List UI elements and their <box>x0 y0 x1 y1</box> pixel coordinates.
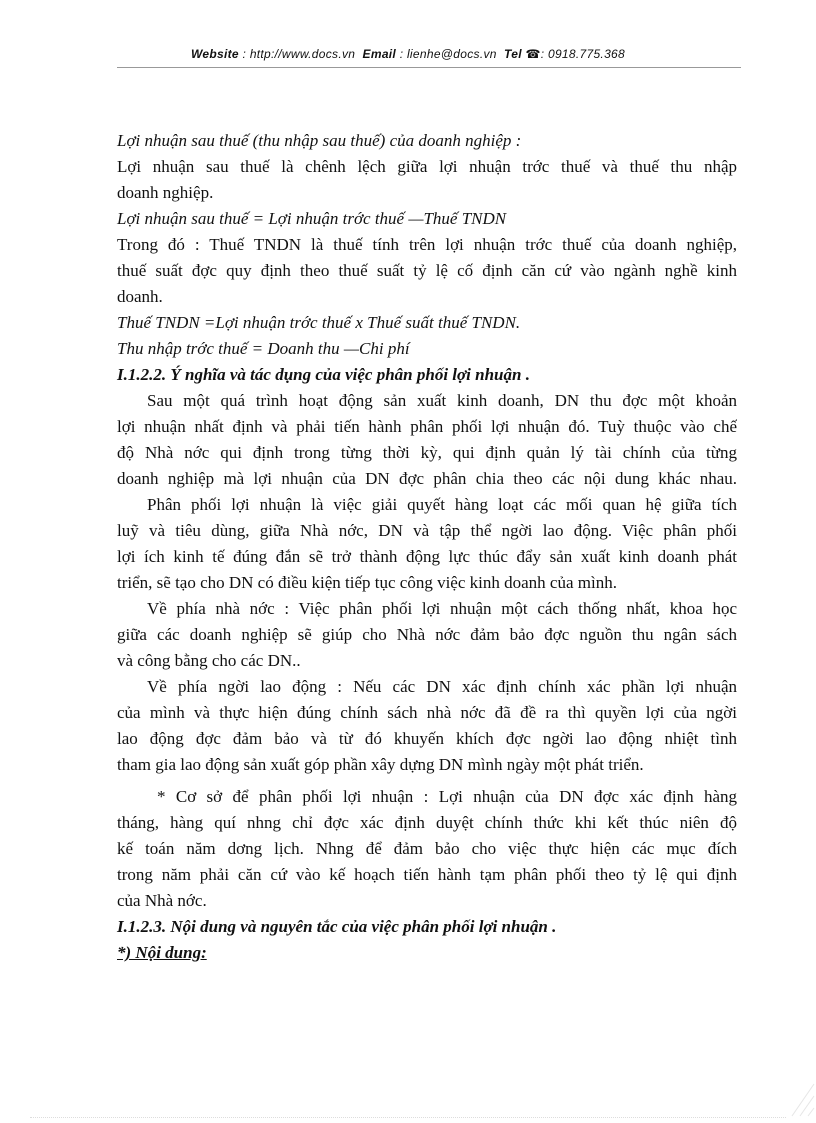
text-line: Về phía nhà nớc : Việc phân phối lợi nhuận một cách thống nhất, khoa học <box>147 599 737 618</box>
text-line: Về phía ngời lao động : Nếu các DN xác định chính xác phần lợi nhuận <box>147 677 737 696</box>
tel-label: Tel <box>504 47 522 61</box>
text-line: doanh. <box>117 287 163 306</box>
text-line: Phân phối lợi nhuận là việc giải quyết hàng loạt các mối quan hệ giữa tích <box>147 495 737 514</box>
text-line: Lợi nhuận sau thuế là chênh lệch giữa lợi nhuận trớc thuế và thuế thu nhập <box>117 157 737 176</box>
section-heading: I.1.2.3. Nội dung và nguyên tắc của việc phân phối lợi nhuận . <box>117 917 557 936</box>
formula-line: Lợi nhuận sau thuế = Lợi nhuận trớc thuế —Thuế TNDN <box>117 209 507 228</box>
text-line: Trong đó : Thuế TNDN là thuế tính trên lợi nhuận trớc thuế của doanh nghiệp, <box>117 235 737 254</box>
subsection-heading: *) Nội dung: <box>117 943 207 962</box>
text-line: Sau một quá trình hoạt động sản xuất kinh doanh, DN thu đợc một khoản <box>147 391 737 410</box>
section-heading: I.1.2.2. Ý nghĩa và tác dụng của việc phân phối lợi nhuận . <box>117 365 530 384</box>
formula-line: Thu nhập trớc thuế = Doanh thu —Chi phí <box>117 339 410 358</box>
phone-icon: ☎ <box>525 47 541 61</box>
website-label: Website <box>191 47 239 61</box>
document-body <box>117 128 737 966</box>
footer-divider <box>30 1117 786 1118</box>
page-header <box>0 47 816 61</box>
text-line: của mình và thực hiện đúng chính sách nhà nớc đã đề ra thì quyền lợi của ngời <box>117 703 737 722</box>
text-line: tham gia lao động sản xuất góp phần xây dựng DN mình ngày một phát triển. <box>117 755 644 774</box>
header-divider <box>117 67 741 68</box>
text-line: lợi ích kinh tế đúng đắn sẽ trở thành động lực thúc đẩy sản xuất kinh doanh phát <box>117 547 737 566</box>
text-line: giữa các doanh nghiệp sẽ giúp cho Nhà nớc đảm bảo đợc nguồn thu ngân sách <box>117 625 737 644</box>
text-line: kế toán năm dơng lịch. Nhng để đảm bảo cho việc thực hiện các mục đích <box>117 839 737 858</box>
text-line: * Cơ sở để phân phối lợi nhuận : Lợi nhuận của DN đợc xác định hàng <box>157 787 737 806</box>
text-line: của Nhà nớc. <box>117 891 207 910</box>
text-line: lao động đợc đảm bảo và từ đó khuyến khích đợc ngời lao động nhiệt tình <box>117 729 737 748</box>
website-value: : http://www.docs.vn <box>242 47 356 61</box>
text-line: luỹ và tiêu dùng, giữa Nhà nớc, DN và tập thể ngời lao động. Việc phân phối <box>117 521 737 540</box>
text-line: thuế suất đợc quy định theo thuế suất tỷ lệ cố định căn cứ vào ngành nghề kinh <box>117 261 737 280</box>
text-line: độ Nhà nớc qui định trong từng thời kỳ, qui định quản lý tài chính của từng <box>117 443 737 462</box>
text-line: doanh nghiệp mà lợi nhuận của DN đợc phân chia theo các nội dung khác nhau. <box>117 469 737 488</box>
email-label: Email <box>362 47 397 61</box>
email-value: : lienhe@docs.vn <box>399 47 497 61</box>
text-line: Lợi nhuận sau thuế (thu nhập sau thuế) của doanh nghiệp : <box>117 131 522 150</box>
page-corner-decoration <box>790 1082 816 1118</box>
tel-value: : 0918.775.368 <box>540 47 625 61</box>
text-line: lợi nhuận nhất định và phải tiến hành phân phối lợi nhuận đó. Tuỳ thuộc vào chế <box>117 417 737 436</box>
formula-line: Thuế TNDN =Lợi nhuận trớc thuế x Thuế suất thuế TNDN. <box>117 313 521 332</box>
text-line: trong năm phải căn cứ vào kế hoạch tiến hành tạm phân phối theo tỷ lệ qui định <box>117 865 737 884</box>
text-line: và công bằng cho các DN.. <box>117 651 301 670</box>
text-line: tháng, hàng quí nhng chỉ đợc xác định duyệt chính thức khi kết thúc niên độ <box>117 813 737 832</box>
text-line: doanh nghiệp. <box>117 183 214 202</box>
text-line: triển, sẽ tạo cho DN có điều kiện tiếp tục công việc kinh doanh của mình. <box>117 573 617 592</box>
